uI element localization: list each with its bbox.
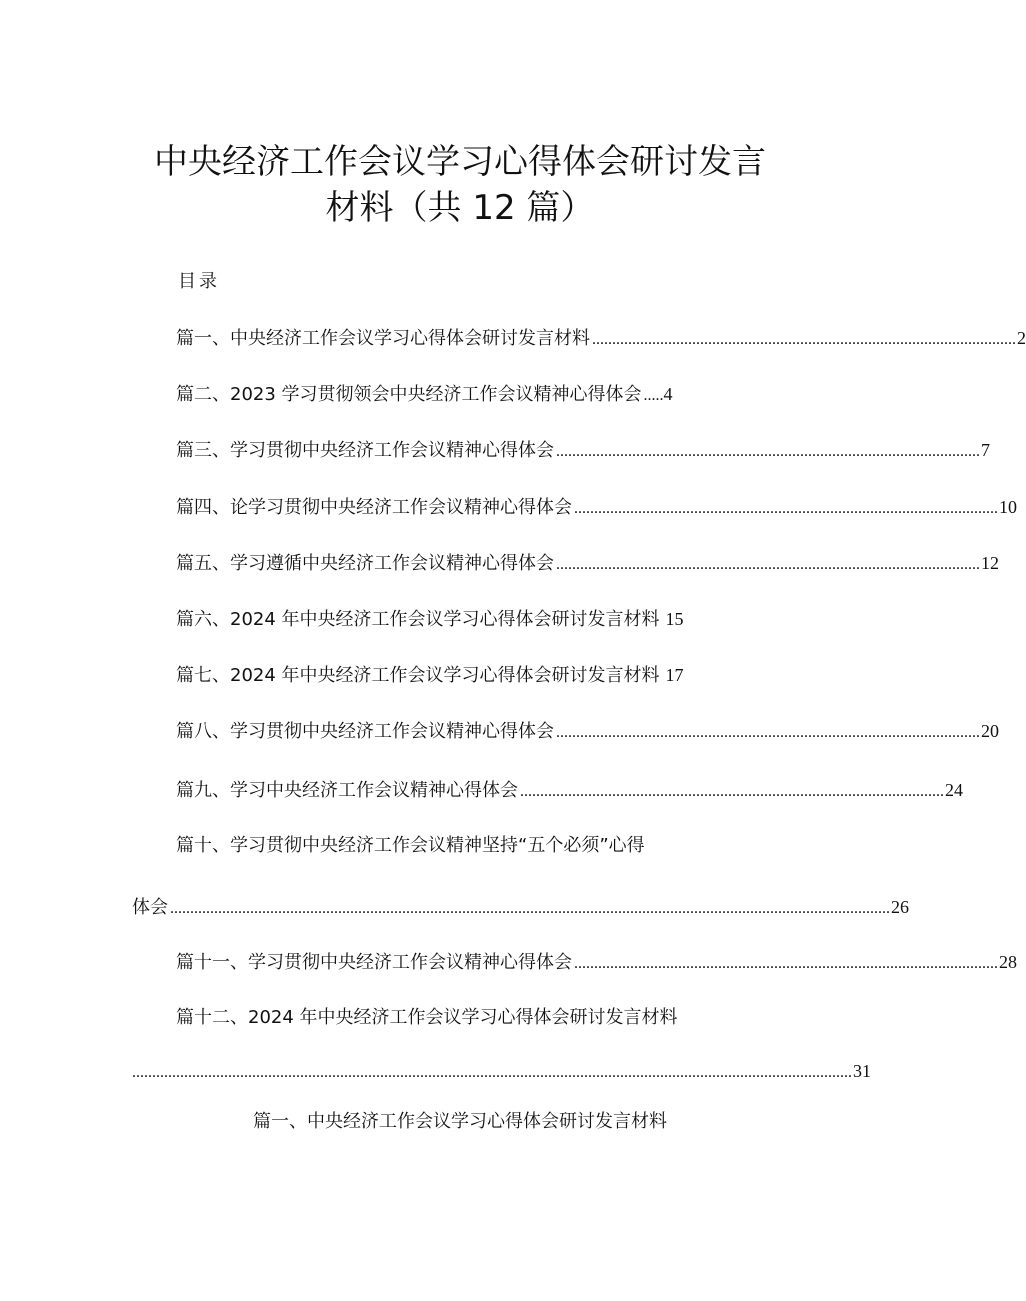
toc-entry-label: 篇八、学习贯彻中央经济工作会议精神心得体会 (176, 721, 554, 742)
toc-entry-12[interactable] (176, 1005, 678, 1031)
toc-page-number: 10 (999, 497, 1017, 517)
toc-leader-dots: ..... (643, 387, 664, 404)
toc-leader-dots: .......................................................................................................... (574, 955, 998, 972)
toc-entry-11[interactable] (176, 949, 1017, 975)
toc-entry-2[interactable] (176, 381, 673, 407)
toc-entry-label: 篇十一、学习贯彻中央经济工作会议精神心得体会 (176, 952, 572, 973)
toc-leader-dots: .......................................................................................................... (556, 724, 980, 741)
toc-entry-7[interactable] (176, 662, 684, 688)
toc-entry-label: 篇五、学习遵循中央经济工作会议精神心得体会 (176, 553, 554, 574)
document-title-line-1: 中央经济工作会议学习心得体会研讨发言 (154, 142, 766, 182)
toc-leader-dots: .......................................................................................................... (556, 556, 980, 573)
toc-entry-label: 篇九、学习中央经济工作会议精神心得体会 (176, 780, 518, 801)
toc-leader-dots: .................................................................................................................................................................................... (132, 1064, 852, 1081)
toc-entry-1[interactable] (176, 325, 1026, 351)
toc-entry-label: 篇四、论学习贯彻中央经济工作会议精神心得体会 (176, 497, 572, 518)
toc-entry-3[interactable] (176, 437, 990, 463)
toc-page-number: 20 (981, 721, 999, 741)
toc-entry-label: 篇十二、2024 年中央经济工作会议学习心得体会研讨发言材料 (176, 1007, 678, 1028)
toc-entry-label: 篇三、学习贯彻中央经济工作会议精神心得体会 (176, 440, 554, 461)
toc-page-number: 2 (1017, 328, 1026, 348)
toc-entry-label: 篇二、2023 学习贯彻领会中央经济工作会议精神心得体会 (176, 384, 642, 405)
toc-page-number: 24 (945, 780, 963, 800)
toc-entry-label: 体会 (132, 897, 168, 918)
toc-entry-6[interactable] (176, 606, 684, 632)
toc-leader-dots: .......................................................................................................... (574, 500, 998, 517)
section-heading: 篇一、中央经济工作会议学习心得体会研讨发言材料 (253, 1111, 667, 1132)
toc-page-number: 31 (853, 1061, 871, 1081)
toc-leader-dots: .......................................................................................................... (592, 331, 1016, 348)
toc-leader-dots: .......................................................................................................... (556, 443, 980, 460)
toc-page-number: 12 (981, 553, 999, 573)
toc-entry-10[interactable] (176, 833, 645, 859)
toc-entry-9[interactable] (176, 777, 963, 803)
toc-entry-10-continued[interactable] (132, 894, 909, 920)
toc-heading: 目录 (178, 271, 220, 292)
toc-page-number: 17 (665, 665, 684, 685)
toc-page-number: 4 (663, 384, 673, 404)
toc-page-number: 28 (999, 952, 1017, 972)
toc-page-number: 7 (981, 440, 990, 460)
toc-page-number: 26 (891, 897, 909, 917)
toc-page-number: 15 (665, 609, 684, 629)
toc-leader-dots: .......................................................................................................... (520, 783, 944, 800)
toc-leader-dots: .................................................................................................................................................................................... (170, 900, 890, 917)
toc-entry-label: 篇六、2024 年中央经济工作会议学习心得体会研讨发言材料 (176, 609, 660, 630)
toc-entry-5[interactable] (176, 550, 999, 576)
toc-entry-label: 篇十、学习贯彻中央经济工作会议精神坚持“五个必须”心得 (176, 835, 645, 856)
toc-entry-8[interactable] (176, 718, 999, 744)
document-title-line-2: 材料（共 12 篇） (325, 188, 595, 228)
toc-entry-4[interactable] (176, 494, 1017, 520)
toc-entry-label: 篇七、2024 年中央经济工作会议学习心得体会研讨发言材料 (176, 665, 660, 686)
toc-entry-12-continued[interactable] (132, 1058, 871, 1084)
toc-entry-label: 篇一、中央经济工作会议学习心得体会研讨发言材料 (176, 328, 590, 349)
